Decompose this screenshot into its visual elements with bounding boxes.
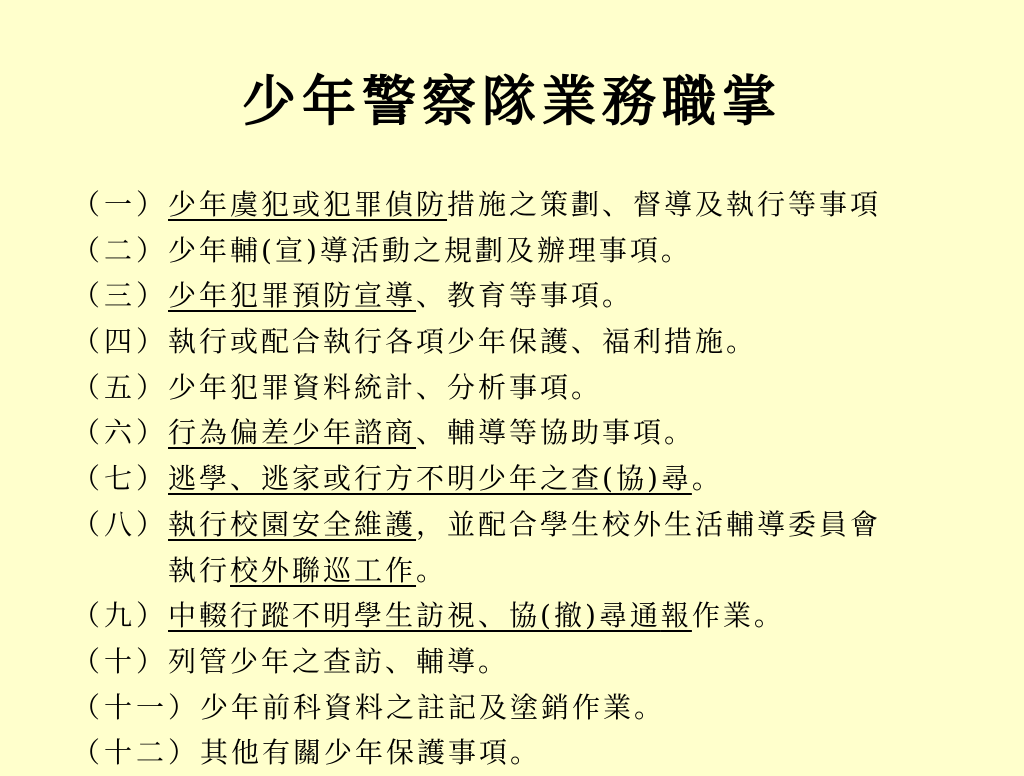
item-text	[168, 639, 509, 685]
item-text-segment: 。	[416, 553, 448, 587]
underlined-text: 逃學、逃家或行方不明少年之查(協)尋	[168, 462, 692, 496]
page-title: 少年警察隊業務職掌	[242, 69, 782, 133]
list-item	[72, 410, 972, 456]
item-number: （十一）	[72, 690, 201, 724]
item-number: （八）	[72, 507, 169, 541]
underlined-text: 報	[660, 599, 692, 633]
item-text-segment: 、輔導等協助事項。	[416, 416, 696, 450]
list-item	[72, 502, 972, 593]
list-item	[72, 685, 972, 731]
item-text	[168, 456, 723, 502]
item-text	[168, 410, 695, 456]
item-text	[168, 365, 602, 411]
item-number: （六）	[72, 416, 169, 450]
list-item	[72, 639, 972, 685]
item-number: （十）	[72, 644, 169, 678]
duty-list	[72, 182, 972, 776]
item-text-segment: 執行	[168, 553, 231, 587]
item-text-segment: 作業。	[691, 599, 785, 633]
item-text-segment: 其他有關少年保護事項。	[200, 736, 542, 770]
item-text	[168, 182, 881, 228]
item-text-segment: 。	[691, 462, 723, 496]
item-number: （二）	[72, 233, 169, 267]
list-item	[72, 730, 972, 776]
list-item	[72, 319, 972, 365]
item-text	[168, 228, 692, 274]
item-number: （一）	[72, 188, 169, 221]
item-text-segment: 少年輔(宣)導活動之規劃及辦理事項。	[168, 233, 692, 267]
underlined-text: 行為偏差少年諮商	[168, 416, 417, 450]
item-text-segment: ，並配合學生校外生活輔導委員會	[416, 507, 882, 541]
item-text	[168, 593, 785, 639]
item-text	[200, 685, 665, 731]
item-text-segment: 少年犯罪資料統計、分析事項。	[168, 370, 603, 404]
list-item	[72, 228, 972, 274]
item-text	[168, 273, 633, 319]
underlined-text: 少年虞犯或犯罪偵防	[168, 188, 448, 221]
item-text-segment: 措施之策劃、督導及執行等事項	[447, 188, 882, 221]
item-text-segment: 列管少年之查訪、輔導。	[168, 644, 510, 678]
underlined-text: 中輟行蹤不明學生訪視、協(撤)尋通	[168, 599, 661, 633]
underlined-text: 校外聯巡工作	[230, 553, 417, 587]
list-item	[72, 593, 972, 639]
underlined-text: 少年犯罪預防宣導	[168, 279, 417, 313]
item-number: （三）	[72, 279, 169, 313]
item-text	[168, 502, 881, 548]
list-item	[72, 365, 972, 411]
list-item	[72, 182, 972, 228]
list-item	[72, 273, 972, 319]
item-text-segment: 少年前科資料之註記及塗銷作業。	[200, 690, 666, 724]
item-number: （十二）	[72, 736, 201, 770]
item-text-segment: 執行或配合執行各項少年保護、福利措施。	[168, 325, 758, 359]
item-text	[168, 319, 757, 365]
item-text-segment: 、教育等事項。	[416, 279, 634, 313]
item-number: （七）	[72, 462, 169, 496]
item-number: （九）	[72, 599, 169, 633]
item-continuation	[168, 548, 447, 594]
item-number: （五）	[72, 370, 169, 404]
item-number: （四）	[72, 325, 169, 359]
item-text	[200, 730, 541, 776]
underlined-text: 執行校園安全維護	[168, 507, 417, 541]
list-item	[72, 456, 972, 502]
